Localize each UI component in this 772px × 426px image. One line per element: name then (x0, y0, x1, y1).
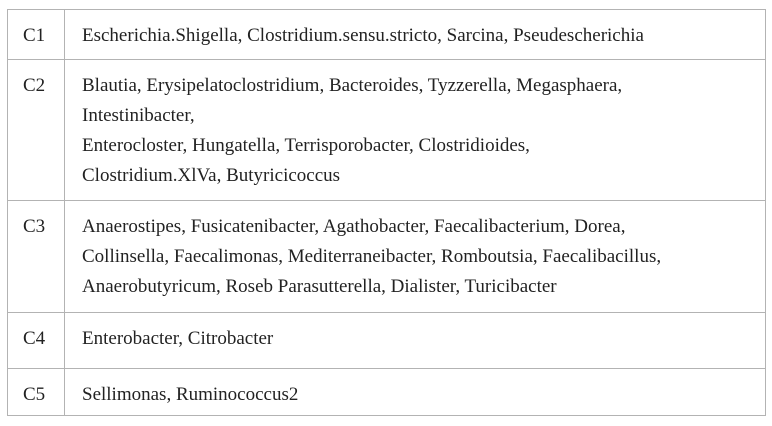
genera-cell (65, 10, 766, 60)
table-row (8, 201, 766, 313)
genera-cell (65, 60, 766, 201)
genera-cell (65, 313, 766, 369)
genera-line: Collinsella, Faecalimonas, Mediterraneibacter, Romboutsia, Faecalibacillus, (82, 246, 662, 267)
genera-line: Enterobacter, Citrobacter (82, 328, 274, 349)
table-row (8, 369, 766, 416)
table-row (8, 313, 766, 369)
genera-line: Intestinibacter, (82, 105, 195, 126)
cluster-label: C4 (8, 313, 65, 369)
cluster-label: C3 (8, 201, 65, 313)
cluster-label: C2 (8, 60, 65, 201)
genera-line: Anaerobutyricum, Roseb Parasutterella, Dialister, Turicibacter (82, 276, 557, 297)
cluster-genera-table (7, 9, 766, 416)
cluster-label: C1 (8, 10, 65, 60)
genera-cell (65, 201, 766, 313)
table-row (8, 60, 766, 201)
genera-line: Sellimonas, Ruminococcus2 (82, 384, 299, 405)
genera-line: Blautia, Erysipelatoclostridium, Bacteroides, Tyzzerella, Megasphaera, (82, 75, 623, 96)
genera-line: Enterocloster, Hungatella, Terrisporobacter, Clostridioides, (82, 135, 530, 156)
genera-cell (65, 369, 766, 416)
genera-line: Clostridium.XlVa, Butyricicoccus (82, 165, 341, 186)
table-row (8, 10, 766, 60)
cluster-label: C5 (8, 369, 65, 416)
genera-line: Escherichia.Shigella, Clostridium.sensu.stricto, Sarcina, Pseudescherichia (82, 25, 644, 46)
genera-line: Anaerostipes, Fusicatenibacter, Agathobacter, Faecalibacterium, Dorea, (82, 216, 626, 237)
